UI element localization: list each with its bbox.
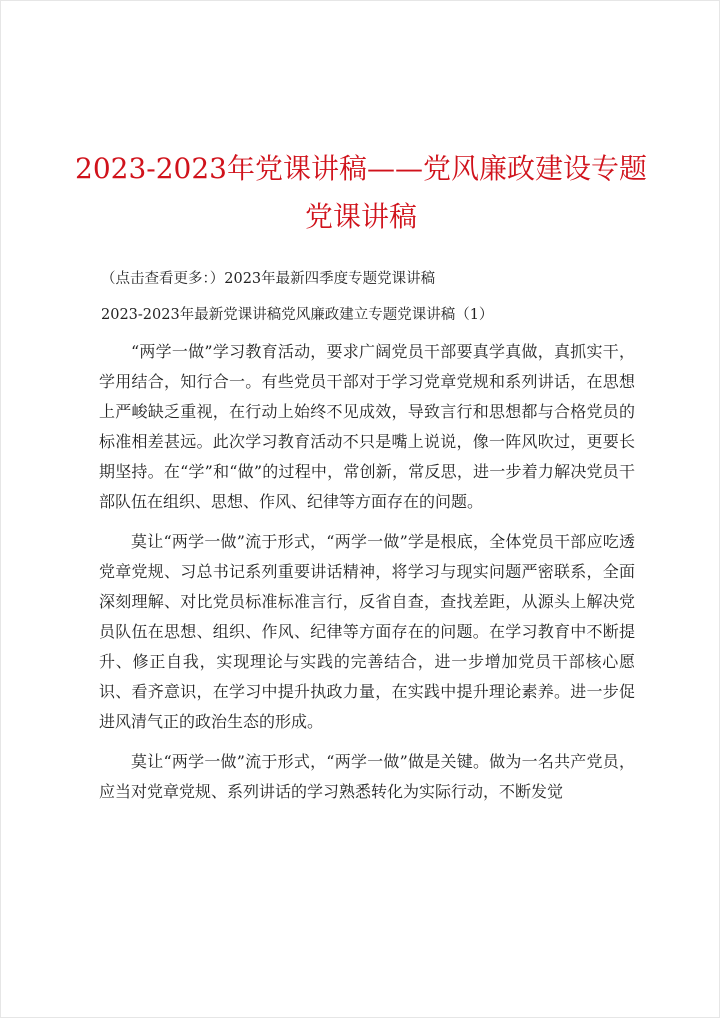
subtitle-line: 2023-2023年最新党课讲稿党风廉政建立专题党课讲稿（1） xyxy=(101,307,494,323)
body-paragraph-2: 莫让“两学一做”流于形式，“两学一做”学是根底，全体党员干部应吃透党章党规、习总书记系列重要讲话精神，将学习与现实问题严密联系，全面深刻理解、对比党员标准标准言行，反省自查，查找差距，从源头上解决党员队伍在思想、组织、作风、纪律等方面存在的问题。在学习教育中不断提升、修正自我，实现理论与实践的完善结合，进一步增加党员干部核心愿识、看齐意识，在学习中提升执政力量，在实践中提升理论素养。进一步促进风清气正的政治生态的形成。 xyxy=(99,532,635,731)
document-title-line-2: 党课讲稿 xyxy=(304,200,417,233)
body-paragraph-1: “两学一做”学习教育活动，要求广阔党员干部要真学真做，真抓实干，学用结合，知行合一。有些党员干部对于学习党章党规和系列讲话，在思想上严峻缺乏重视，在行动上始终不见成效，导致言行和思想都与合格党员的标准相差甚远。此次学习教育活动不只是嘴上说说，像一阵风吹过，更要长期坚持。在“学”和“做”的过程中，常创新，常反思，进一步着力解决党员干部队伍在组织、思想、作风、纪律等方面存在的问题。 xyxy=(99,342,635,511)
related-link-line: （点击查看更多：）2023年最新四季度专题党课讲稿 xyxy=(101,271,436,287)
body-paragraph-3: 莫让“两学一做”流于形式，“两学一做”做是关键。做为一名共产党员，应当对党章党规、系列讲话的学习熟悉转化为实际行动，不断发觉 xyxy=(99,752,635,801)
document-body xyxy=(99,337,635,817)
document-title-line-1: 2023-2023年党课讲稿——党风廉政建设专题 xyxy=(75,152,647,185)
